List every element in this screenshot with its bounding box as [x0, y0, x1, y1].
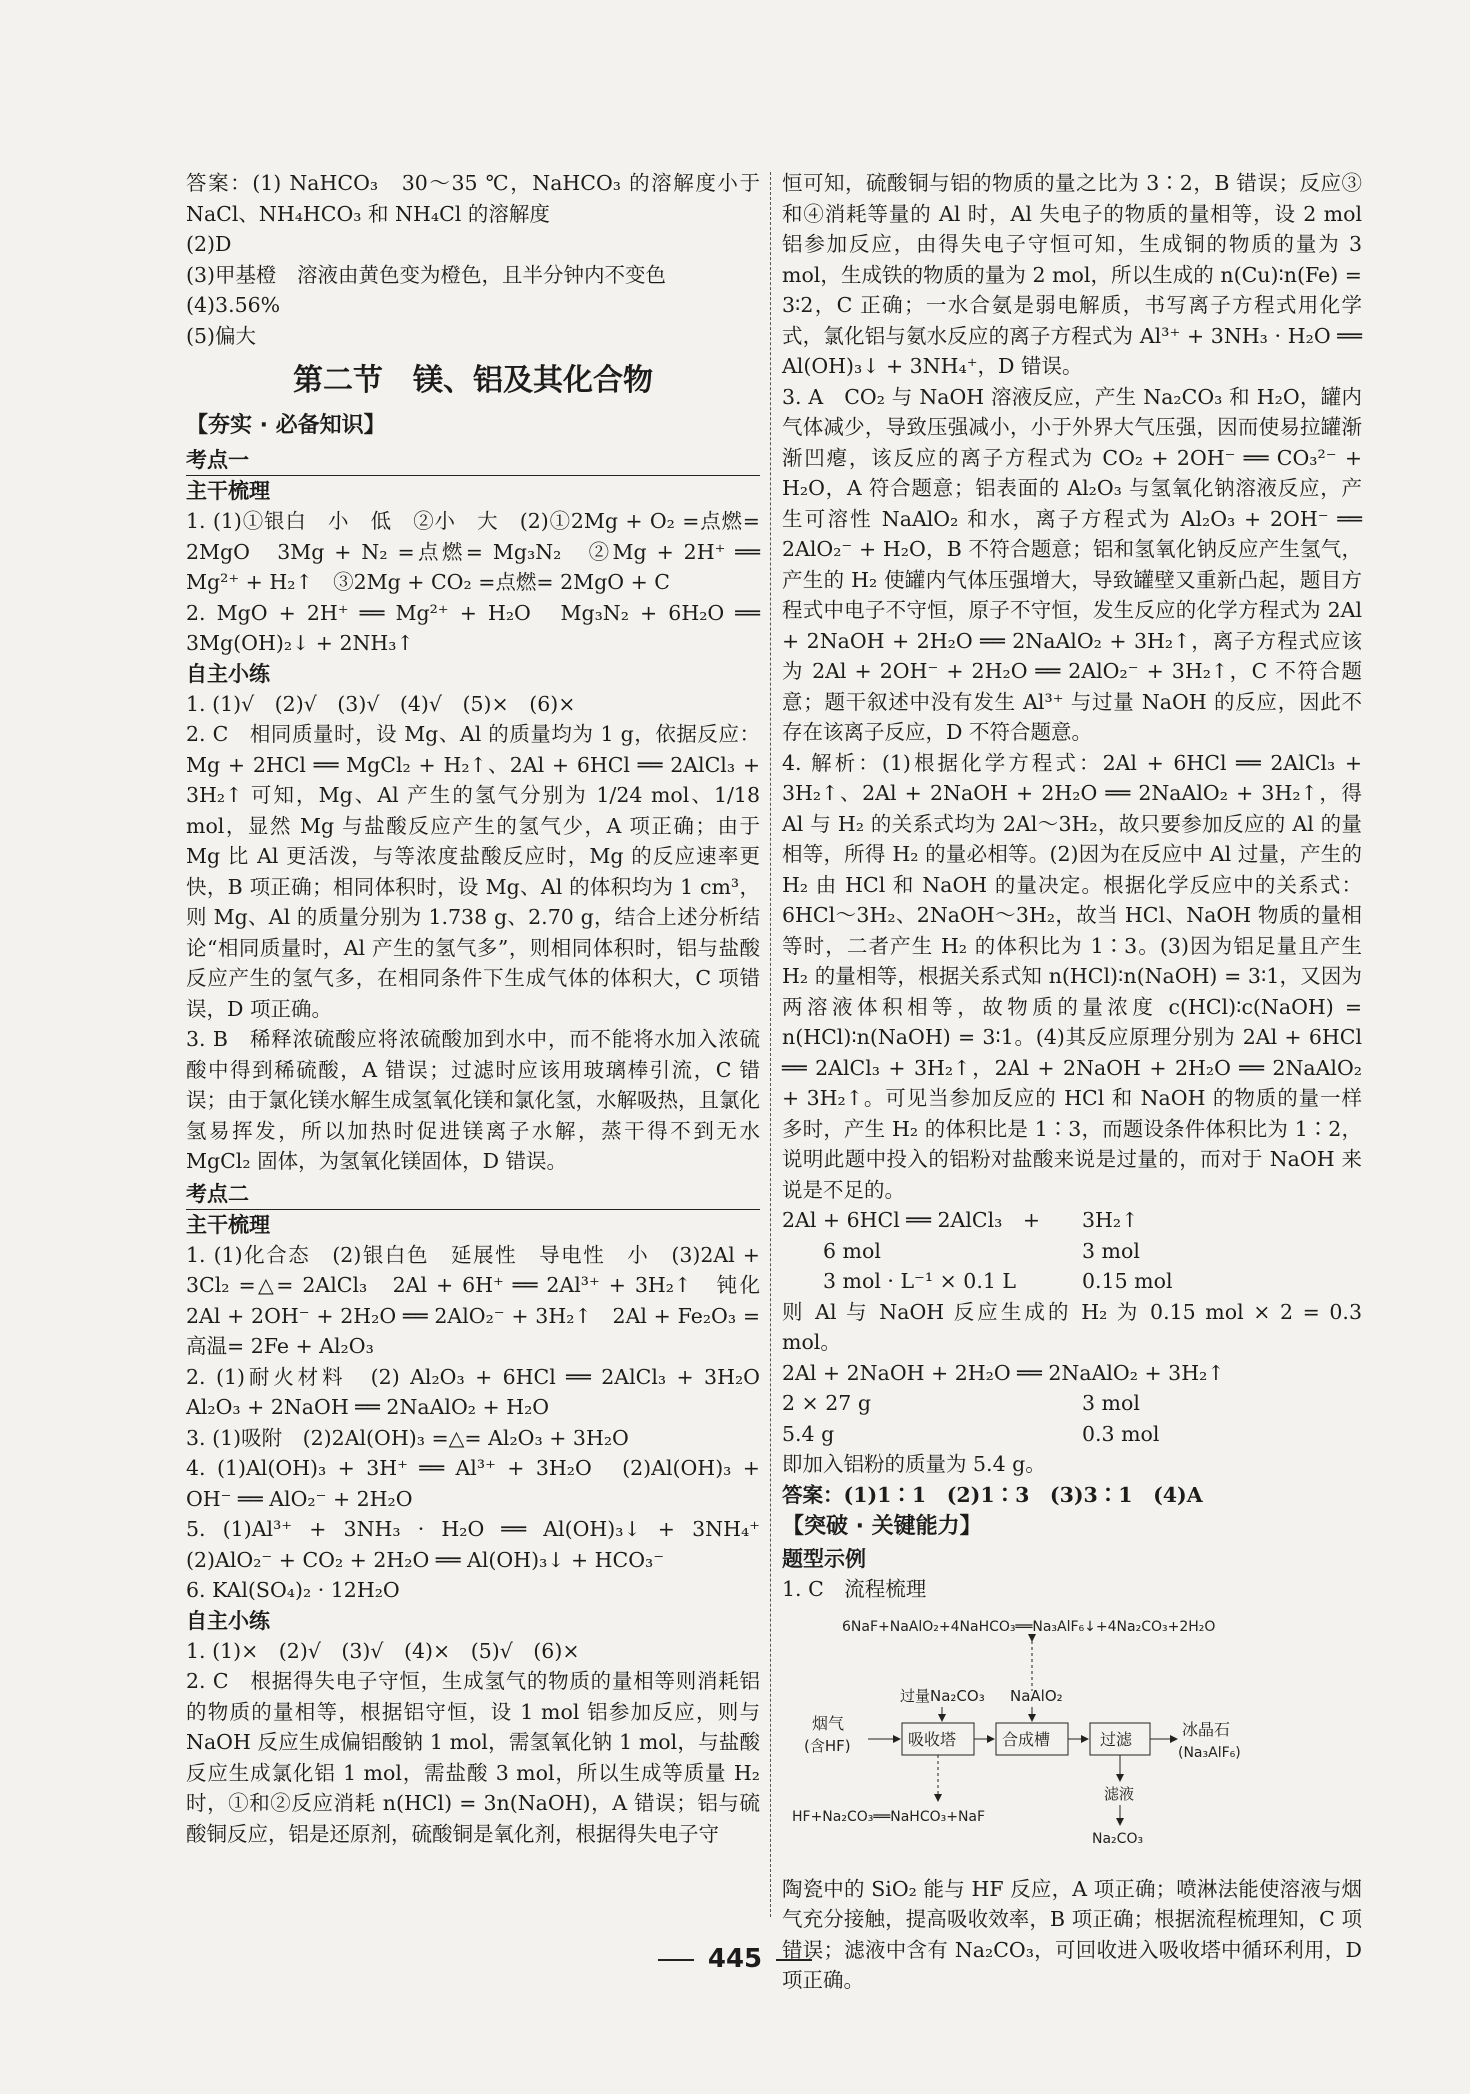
answer-summary: 答案：(1)1∶1 (2)1∶3 (3)3∶1 (4)A	[782, 1482, 1203, 1507]
answer-line: 答案：(1) NaHCO₃ 30～35 ℃，NaHCO₃ 的溶解度小于 NaCl、NH₄HCO₃ 和 NH₄Cl 的溶解度	[186, 171, 760, 226]
main-point-item: 1. (1)①银白 小 低 ②小 大 (2)①2Mg + O₂ =点燃= 2MgO 3Mg + N₂ =点燃= Mg₃N₂ ②Mg + 2H⁺ ══ Mg²⁺ + H₂↑ ③2Mg + CO₂ =点燃= 2MgO + C	[186, 509, 760, 594]
flow-svg	[782, 1611, 1362, 1866]
main-point-item: 2. (1)耐火材料 (2) Al₂O₃ + 6HCl ══ 2AlCl₃ + 3H₂O Al₂O₃ + 2NaOH ══ 2NaAlO₂ + H₂O	[186, 1364, 781, 1419]
product-label-sub: (Na₃AlF₆)	[1178, 1744, 1241, 1761]
example-item-head: 1. C 流程梳理	[782, 1577, 927, 1601]
answer-line: (4)3.56%	[186, 293, 281, 317]
calc-row: 6 mol 3 mol	[782, 1238, 1140, 1263]
calc-row: 2 × 27 g 3 mol	[782, 1391, 1140, 1415]
main-point-item: 6. KAl(SO₄)₂ · 12H₂O	[186, 1578, 400, 1602]
main-point-item: 3. (1)吸附 (2)2Al(OH)₃ =△= Al₂O₃ + 3H₂O	[186, 1425, 629, 1450]
answer-item-4: 4. 解析：(1)根据化学方程式：2Al + 6HCl ══ 2AlCl₃ + 3H₂↑、2Al + 2NaOH + 2H₂O ══ 2NaAlO₂ + 3H₂↑，得 Al 与 H₂ 的关系式均为 2Al～3H₂，故只要参加反应的 Al 的量相等，所得 H₂ 的量必相等。(2)因为在反应中 Al 过量，产生的 H₂ 由 HCl 和 NaOH 的量决定。根据化学反应中的关系式：6HCl～3H₂、2NaOH～3H₂，故当 HCl、NaOH 物质的量相等时，二者产生 H₂ 的体积比为 1∶3。(3)因为铝足量且产生 H₂ 的量相等，根据关系式知 n(HCl)∶n(NaOH) = 3∶1，又因为两溶液体积相等，故物质的量浓度 c(HCl)∶c(NaOH) = n(HCl)∶n(NaOH) = 3∶1。(4)其反应原理分别为 2Al + 6HCl ══ 2AlCl₃ + 3H₂↑，2Al + 2NaOH + 2H₂O ══ 2NaAlO₂ + 3H₂↑。可见当参加反应的 HCl 和 NaOH 的物质的量一样多时，产生 H₂ 的体积比是 1∶3，而题设条件体积比为 1∶2，说明此题中投入的铝粉对盐酸来说是过量的，而对于 NaOH 来说是不足的。	[782, 750, 1362, 1202]
bottom-equation: HF+Na₂CO₃══NaHCO₃+NaF	[792, 1808, 986, 1825]
calc-conclusion: 即加入铝粉的质量为 5.4 g。	[782, 1452, 1046, 1476]
filtrate-label: 滤液	[1104, 1784, 1135, 1803]
input-label: 过量Na₂CO₃	[900, 1686, 985, 1705]
calc-note: 则 Al 与 NaOH 反应生成的 H₂ 为 0.15 mol × 2 = 0.3 mol。	[782, 1299, 1362, 1354]
kaodian-2-heading: 考点二	[186, 1179, 760, 1210]
top-equation: 6NaF+NaAlO₂+4NaHCO₃══Na₃AlF₆↓+4Na₂CO₃+2H₂O	[842, 1618, 1216, 1635]
calc-row: 2Al + 2NaOH + 2H₂O ══ 2NaAlO₂ + 3H₂↑	[782, 1360, 1225, 1385]
practice-item: 2. C 相同质量时，设 Mg、Al 的质量均为 1 g，依据反应：Mg + 2HCl ══ MgCl₂ + H₂↑、2Al + 6HCl ══ 2AlCl₃ + 3H₂↑ 可知，Mg、Al 产生的氢气分别为 1/24 mol、1/18 mol，显然 Mg 与盐酸反应产生的氢气少，A 项正确；由于 Mg 比 Al 更活泼，与等浓度盐酸反应时，Mg 的反应速率更快，B 项正确；相同体积时，设 Mg、Al 的体积均为 1 cm³，则 Mg、Al 的质量分别为 1.738 g、2.70 g，结合上述分析结论“相同质量时，Al 产生的氢气多”，则相同体积时，铝与盐酸反应产生的氢气多，在相同条件下生成气体的体积大，C 项错误，D 项正确。	[186, 722, 760, 1021]
filter-label: 过滤	[1100, 1729, 1133, 1749]
main-point-item: 2. MgO + 2H⁺ ══ Mg²⁺ + H₂O Mg₃N₂ + 6H₂O ══ 3Mg(OH)₂↓ + 2NH₃↑	[186, 600, 760, 655]
column-divider	[770, 172, 771, 1917]
continued-paragraph: 恒可知，硫酸铜与铝的物质的量之比为 3∶2，B 错误；反应③和④消耗等量的 Al 时，Al 失电子的物质的量相等，设 2 mol 铝参加反应，由得失电子守恒可知，生成铜的物质的量为 3 mol，生成铁的物质的量为 2 mol，所以生成的 n(Cu)∶n(Fe) = 3∶2，C 正确；一水合氨是弱电解质，书写离子方程式用化学式，氯化铝与氨水反应的离子方程式为 Al³⁺ + 3NH₃ · H₂O ══ Al(OH)₃↓ + 3NH₄⁺，D 错误。	[782, 171, 1362, 378]
practice-item: 2. C 根据得失电子守恒，生成氢气的物质的量相等则消耗铝的物质的量相等，根据铝守恒，设 1 mol 铝参加反应，则与 NaOH 反应生成偏铝酸钠 1 mol，需氢氧化钠 1 mol，与盐酸反应生成氯化铝 1 mol，需盐酸 3 mol，所以生成等质量 H₂ 时，①和②反应消耗 n(HCl) = 3n(NaOH)，A 错误；铝与硫酸铜反应，铝是还原剂，硫酸铜是氧化剂，根据得失电子守	[186, 1669, 760, 1846]
practice-item: 1. (1)× (2)√ (3)√ (4)× (5)√ (6)×	[186, 1638, 580, 1663]
practice-label: 自主小练	[186, 661, 270, 686]
answer-line: (2)D	[186, 232, 232, 256]
synthesis-label: 合成槽	[1002, 1729, 1051, 1749]
section-title: 第二节 镁、铝及其化合物	[293, 363, 653, 398]
practice-item: 1. (1)√ (2)√ (3)√ (4)√ (5)× (6)×	[186, 691, 576, 716]
absorber-label: 吸收塔	[908, 1729, 957, 1749]
calc-row: 3 mol · L⁻¹ × 0.1 L 0.15 mol	[782, 1269, 1173, 1293]
kaodian-1-heading: 考点一	[186, 445, 760, 476]
process-flow-diagram	[782, 1611, 1362, 1866]
product-label: 冰晶石	[1182, 1719, 1231, 1739]
example-label: 题型示例	[782, 1547, 866, 1571]
practice-label: 自主小练	[186, 1608, 270, 1633]
key-ability-heading: 【突破 · 关键能力】	[782, 1514, 982, 1539]
page-number: 445	[0, 1944, 1470, 1974]
main-point-item: 1. (1)化合态 (2)银白色 延展性 导电性 小 (3)2Al + 3Cl₂ =△= 2AlCl₃ 2Al + 6H⁺ ══ 2Al³⁺ + 3H₂↑ 钝化 2Al + 2OH⁻ + 2H₂O ══ 2AlO₂⁻ + 3H₂↑ 2Al + Fe₂O₃ =高温= 2Fe + Al₂O₃	[186, 1242, 781, 1358]
calc-row: 5.4 g 0.3 mol	[782, 1421, 1160, 1446]
left-column	[186, 168, 781, 1849]
answer-item-3: 3. A CO₂ 与 NaOH 溶液反应，产生 Na₂CO₃ 和 H₂O，罐内气体减少，导致压强减小，小于外界大气压强，因而使易拉罐渐渐凹瘪，该反应的离子方程式为 CO₂ + 2OH⁻ ══ CO₃²⁻ + H₂O，A 符合题意；铝表面的 Al₂O₃ 与氢氧化钠溶液反应，产生可溶性 NaAlO₂ 和水，离子方程式为 Al₂O₃ + 2OH⁻ ══ 2AlO₂⁻ + H₂O，B 不符合题意；铝和氢氧化钠反应产生氢气，产生的 H₂ 使罐内气体压强增大，导致罐壁又重新凸起，题目方程式中电子不守恒，原子不守恒，发生反应的化学方程式为 2Al + 2NaOH + 2H₂O ══ 2NaAlO₂ + 3H₂↑，离子方程式应该为 2Al + 2OH⁻ + 2H₂O ══ 2AlO₂⁻ + 3H₂↑，C 不符合题意；题干叙述中没有发生 Al³⁺ 与过量 NaOH 的反应，因此不存在该离子反应，D 不符合题意。	[782, 384, 1362, 744]
answer-line: (5)偏大	[186, 323, 257, 348]
input-label: NaAlO₂	[1010, 1686, 1063, 1705]
right-column	[782, 168, 1362, 1996]
filtrate-sub: Na₂CO₃	[1092, 1830, 1144, 1847]
practice-item: 3. B 稀释浓硫酸应将浓硫酸加到水中，而不能将水加入浓硫酸中得到稀硫酸，A 错误；过滤时应该用玻璃棒引流，C 错误；由于氯化镁水解生成氢氧化镁和氯化氢，水解吸热，且氯化氢易挥发，所以加热时促进镁离子水解，蒸干得不到无水 MgCl₂ 固体，为氢氧化镁固体，D 错误。	[186, 1027, 760, 1173]
gas-label: 烟气	[812, 1713, 845, 1733]
main-points-label: 主干梳理	[186, 1212, 270, 1237]
calc-row: 2Al + 6HCl ══ 2AlCl₃ + 3H₂↑	[782, 1208, 1139, 1232]
example-item-body: 陶瓷中的 SiO₂ 能与 HF 反应，A 项正确；喷淋法能使溶液与烟气充分接触，提高吸收效率，B 项正确；根据流程梳理知，C 项错误；滤液中含有 Na₂CO₃，可回收进入吸收塔中循环利用，D 项正确。	[782, 1876, 1362, 1992]
main-point-item: 5. (1)Al³⁺ + 3NH₃ · H₂O ══ Al(OH)₃↓ + 3NH₄⁺ (2)AlO₂⁻ + CO₂ + 2H₂O ══ Al(OH)₃↓ + HCO₃⁻	[186, 1517, 781, 1572]
main-point-item: 4. (1)Al(OH)₃ + 3H⁺ ══ Al³⁺ + 3H₂O (2)Al(OH)₃ + OH⁻ ══ AlO₂⁻ + 2H₂O	[186, 1456, 760, 1511]
main-points-label: 主干梳理	[186, 479, 270, 503]
gas-label-sub: (含HF)	[804, 1736, 851, 1755]
must-know-heading: 【夯实 · 必备知识】	[186, 413, 386, 438]
answer-line: (3)甲基橙 溶液由黄色变为橙色，且半分钟内不变色	[186, 262, 667, 287]
